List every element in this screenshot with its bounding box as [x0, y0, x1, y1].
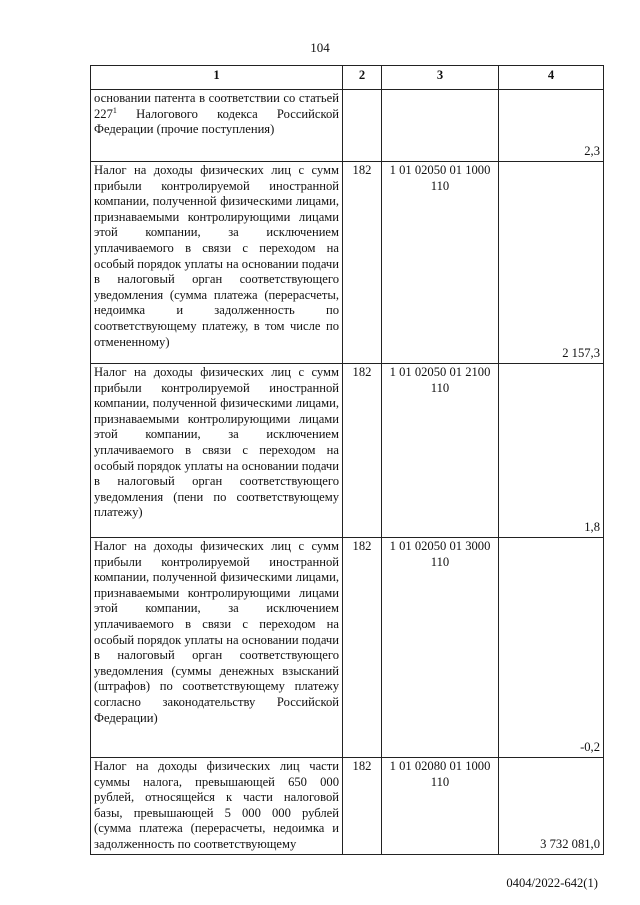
row-amount: 2,3 — [499, 90, 604, 162]
row-code: 182 — [343, 364, 382, 538]
row-amount: -0,2 — [499, 538, 604, 758]
row-code: 182 — [343, 538, 382, 758]
row-description: Налог на доходы физических лиц с сумм прибыли контролируемой иностранной компании, полученной физическими лицами, признаваемыми контролирующими лицами этой компании, за исключением уплачиваемого в связи с переходом на особый порядок уплаты на основании подачи в налоговый орган соответствующего уведомления (сумма платежа (перерасчеты, недоимка и задолженность по соответствующему платежу, в том числе по отмененному) — [91, 162, 343, 364]
row-description: Налог на доходы физических лиц с сумм прибыли контролируемой иностранной компании, полученной физическими лицами, признаваемыми контролирующими лицами этой компании, за исключением уплачиваемого в связи с переходом на особый порядок уплаты на основании подачи в налоговый орган соответствующего уведомления (пени по соответствующему платежу) — [91, 364, 343, 538]
table-row — [91, 162, 604, 364]
header-col-2: 2 — [343, 66, 382, 90]
header-col-4: 4 — [499, 66, 604, 90]
row-description: Налог на доходы физических лиц с сумм прибыли контролируемой иностранной компании, полученной физическими лицами, признаваемыми контролирующими лицами этой компании, за исключением уплачиваемого в связи с переходом на особый порядок уплаты на основании подачи в налоговый орган соответствующего уведомления (суммы денежных взысканий (штрафов) по соответствующему платежу согласно законодательству Российской Федерации) — [91, 538, 343, 758]
row-code: 182 — [343, 162, 382, 364]
header-col-3: 3 — [382, 66, 499, 90]
row-description-text: основании патента в соответствии со статьей 227 — [94, 91, 339, 121]
row-amount: 3 732 081,0 — [499, 758, 604, 855]
table-row — [91, 90, 604, 162]
row-code — [343, 90, 382, 162]
row-kbk: 1 01 02050 01 1000 110 — [382, 162, 499, 364]
row-kbk: 1 01 02050 01 3000 110 — [382, 538, 499, 758]
table-row — [91, 364, 604, 538]
table-header-row — [91, 66, 604, 90]
row-kbk — [382, 90, 499, 162]
row-description: Налог на доходы физических лиц части суммы налога, превышающей 650 000 рублей, относящейся к части налоговой базы, превышающей 5 000 000 рублей (сумма платежа (перерасчеты, недоимка и задолженность по соответствующему — [91, 758, 343, 855]
table-row — [91, 538, 604, 758]
document-code: 0404/2022-642(1) — [506, 876, 598, 890]
row-kbk: 1 01 02050 01 2100 110 — [382, 364, 499, 538]
row-description-text-cont: Налогового кодекса Российской Федерации (прочие поступления) — [94, 106, 339, 137]
row-amount: 2 157,3 — [499, 162, 604, 364]
row-description — [91, 90, 343, 162]
footnote-superscript: 1 — [112, 105, 117, 115]
header-col-1: 1 — [91, 66, 343, 90]
row-kbk: 1 01 02080 01 1000 110 — [382, 758, 499, 855]
page-number: 104 — [310, 40, 330, 55]
row-code: 182 — [343, 758, 382, 855]
budget-table — [90, 65, 604, 855]
table-row — [91, 758, 604, 855]
row-amount: 1,8 — [499, 364, 604, 538]
